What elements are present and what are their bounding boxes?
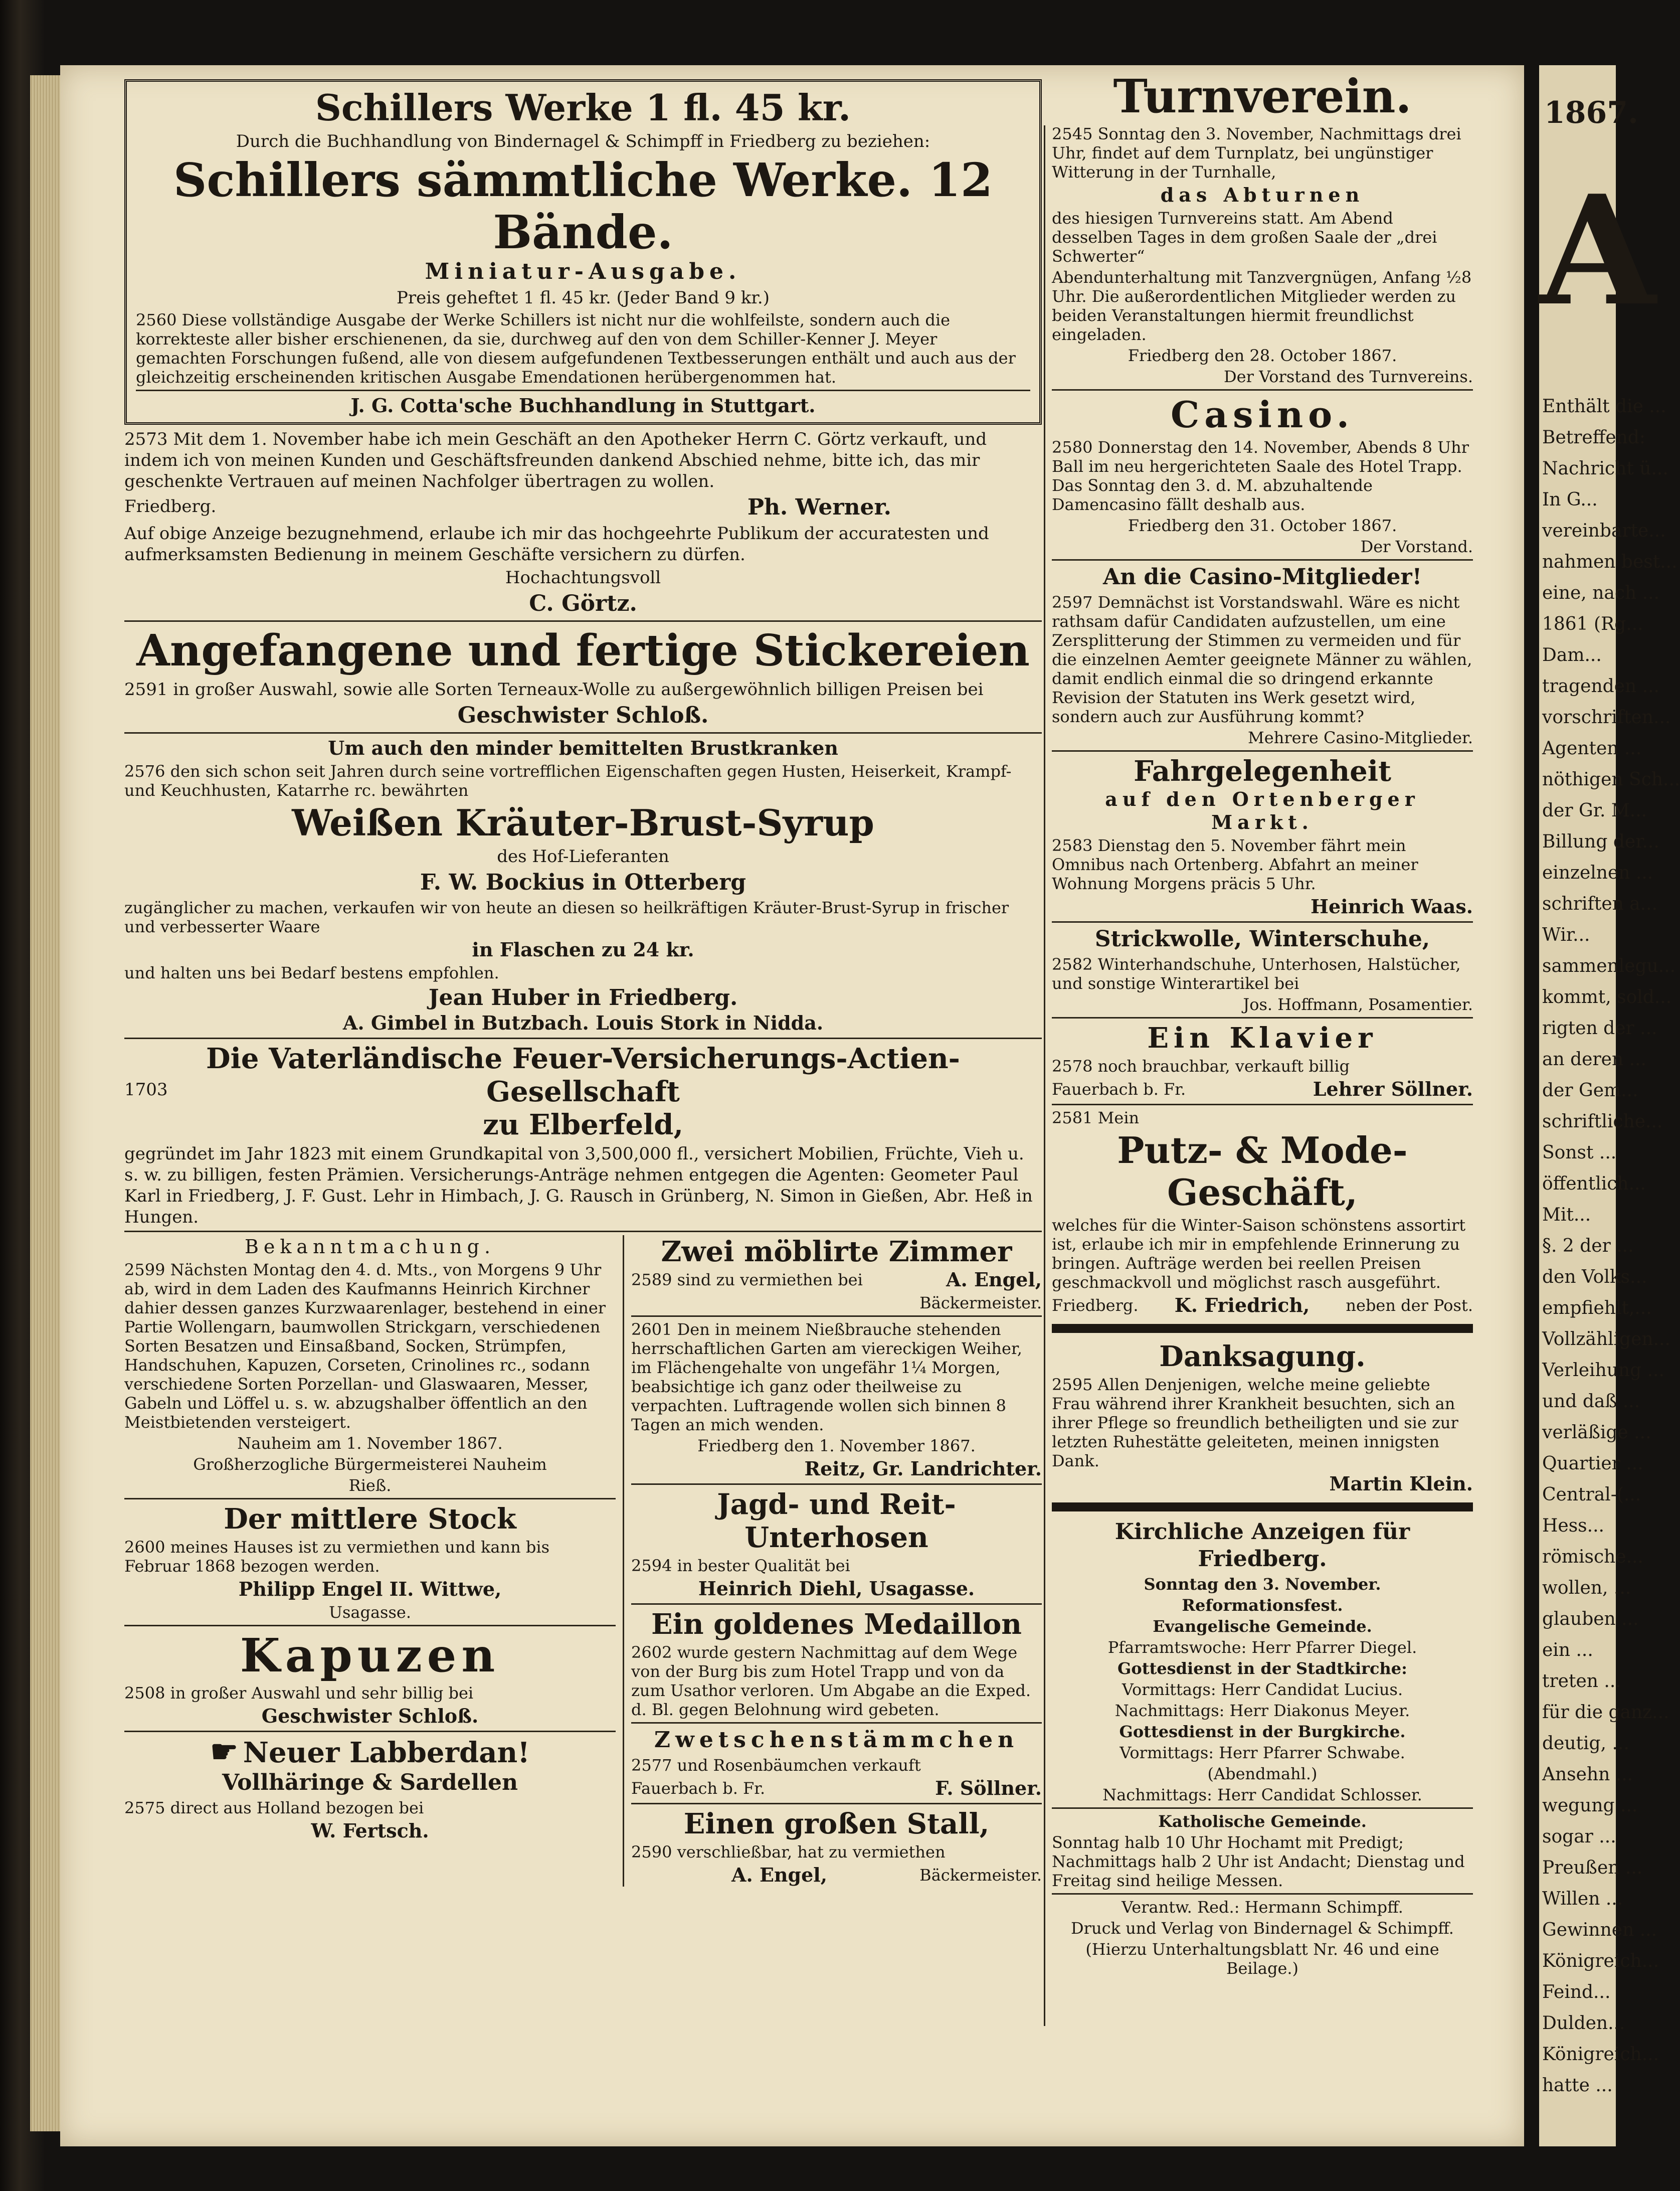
goertz-text2: Auf obige Anzeige bezugnehmend, erlaube ich mir das hochgeehrte Publikum der accuratesten und aufmerksamsten Bedienung in meinem Geschäfte versichern zu dürfen. (124, 524, 989, 565)
neighbor-text-fragment: rigten der ... (1542, 1018, 1657, 1039)
insurance-text: gegründet im Jahr 1823 mit einem Grundkapital von 3,500,000 fl., versichert Mobilien, Früchte, Vieh u. s. w. zu billigen, festen Prämien. Versicherungs-Anträge nehmen entgegen die Agenten: Geometer Paul Karl in Friedberg, J. F. Gust. Lehr in Himbach, J. G. Rausch in Grünberg, N. Simon in Gießen, Abr. Heß in Hungen. (124, 1144, 1033, 1227)
syrup-big: Weißen Kräuter-Brust-Syrup (292, 801, 874, 844)
klavier-text: 2578 noch brauchbar, verkauft billig (1052, 1057, 1350, 1076)
syrup-ad (124, 737, 1042, 1035)
divider (124, 1625, 616, 1626)
neighbor-text-fragment: der Gr. M... (1542, 800, 1647, 821)
stall-text: 2590 verschließbar, hat zu vermiethen (631, 1842, 946, 1862)
labberdan-text: 2575 direct aus Holland bezogen bei (124, 1798, 424, 1817)
klavier-sign: Lehrer Söllner. (1313, 1078, 1473, 1100)
left-column (124, 70, 1042, 1887)
divider (631, 1603, 1042, 1605)
neighbor-text-fragment: vorschriften... (1542, 707, 1671, 728)
neighbor-text-fragment: §. 2 der ... (1542, 1236, 1634, 1256)
footer-editor: Verantw. Red.: Hermann Schimpff. (1122, 1898, 1403, 1917)
kirche-ev: Evangelische Gemeinde. (1153, 1617, 1372, 1636)
putz-sign: K. Friedrich, (1174, 1294, 1310, 1316)
bekannt-date: Nauheim am 1. November 1867. (237, 1434, 503, 1453)
footer-print: Druck und Verlag von Bindernagel & Schimpff. (1071, 1919, 1454, 1938)
neighbor-text-fragment: Nachricht ü... (1542, 458, 1668, 479)
neighbor-text-fragment: treten ... (1542, 1671, 1621, 1692)
kirche-kath-text: Sonntag halb 10 Uhr Hochamt mit Predigt; Nachmittags halb 2 Uhr ist Andacht; Dienstag und Freitag sind heilige Messen. (1052, 1833, 1465, 1890)
insurance-num: 1703 (124, 1080, 168, 1100)
kirche-l2: Vormittags: Herr Candidat Lucius. (1122, 1680, 1403, 1699)
neighbor-text-fragment: glauben ... (1542, 1609, 1639, 1629)
divider (124, 620, 1042, 622)
stock-text: 2600 meines Hauses ist zu vermiethen und kann bis Februar 1868 bezogen werden. (124, 1538, 550, 1576)
divider (1052, 1893, 1473, 1895)
neighbor-text-fragment: schriftliche... (1542, 1111, 1663, 1132)
kirche-kath: Katholische Gemeinde. (1158, 1812, 1367, 1831)
schiller-price: Preis geheftet 1 fl. 45 kr. (Jeder Band 9 kr.) (397, 288, 770, 308)
neighbor-text-fragment: schriften a... (1542, 894, 1658, 914)
goertz-sign2: C. Görtz. (529, 591, 637, 616)
fahr-sign: Heinrich Waas. (1311, 895, 1473, 918)
zimmer-sign: A. Engel, (946, 1268, 1042, 1291)
divider (124, 1038, 1042, 1039)
neighbor-text-fragment: Dam... (1542, 645, 1602, 665)
turnverein-text: 2545 Sonntag den 3. November, Nachmittags drei Uhr, findet auf dem Turnplatz, bei ungünstiger Witterung in der Turnhalle, (1052, 124, 1461, 182)
turnverein-date: Friedberg den 28. October 1867. (1128, 346, 1397, 365)
zwetschen-text: 2577 und Rosenbäumchen verkauft (631, 1756, 921, 1775)
kirche-g1: Gottesdienst in der Stadtkirche: (1117, 1659, 1407, 1678)
kirche-l1: Pfarramtswoche: Herr Pfarrer Diegel. (1107, 1638, 1417, 1657)
syrup-top: Um auch den minder bemittelten Brustkranken (328, 737, 838, 759)
labberdan-title: Neuer Labberdan! (243, 1736, 530, 1769)
right-column (1052, 70, 1473, 1980)
syrup-maker: F. W. Bockius in Otterberg (420, 870, 746, 895)
dank-text: 2595 Allen Denjenigen, welche meine geliebte Frau während ihrer Krankheit besuchten, sich an ihrer Pflege so freundlich betheiligten und sie zur letzten Ruhestätte geleiteten, meinen innigsten Dank. (1052, 1375, 1458, 1470)
neighbor-text-fragment: Betreffend: (1542, 427, 1645, 448)
stall-job: Bäckermeister. (919, 1866, 1042, 1885)
strick-title: Strickwolle, Winterschuhe, (1094, 926, 1430, 952)
stock-sign: Philipp Engel II. Wittwe, (238, 1578, 502, 1600)
bekannt-name: Rieß. (348, 1476, 392, 1495)
column-rule (1044, 125, 1045, 2026)
stall-title: Einen großen Stall, (683, 1807, 990, 1840)
neighbor-text-fragment: Gewinnen ... (1542, 1920, 1657, 1940)
stickerei-sign: Geschwister Schloß. (457, 703, 709, 728)
neighbor-text-fragment: wegung ... (1542, 1795, 1638, 1816)
kirche-l5: (Abendmahl.) (1207, 1764, 1318, 1783)
kirche-title: Kirchliche Anzeigen für Friedberg. (1114, 1519, 1410, 1572)
schiller-line1: Durch die Buchhandlung von Bindernagel & Schimpff in Friedberg zu beziehen: (236, 131, 930, 151)
stall-sign: A. Engel, (731, 1864, 827, 1886)
bekannt-title: Bekanntmachung. (244, 1236, 496, 1258)
neighbor-text-fragment: Agenten ... (1542, 738, 1642, 759)
neighbor-text-fragment: vereinbarte... (1542, 521, 1666, 541)
neighbor-text-fragment: und daß ... (1542, 1391, 1640, 1412)
neighbor-text-fragment: Dulden... (1542, 2013, 1625, 2034)
neighbor-text-fragment: deutig, ... (1542, 1733, 1629, 1754)
strick-sign: Jos. Hoffmann, Posamentier. (1243, 995, 1473, 1014)
goertz-place: Friedberg. (124, 496, 217, 517)
putz-addr: neben der Post. (1346, 1296, 1473, 1315)
fahr-sub: auf den Ortenberger Markt. (1105, 788, 1420, 833)
neighbor-text-fragment: ein ... (1542, 1640, 1593, 1660)
strick-text: 2582 Winterhandschuhe, Unterhosen, Halstücher, und sonstige Winterartikel bei (1052, 955, 1461, 993)
neighbor-text-fragment: kommt, sold... (1542, 987, 1672, 1007)
zimmer-text: 2589 sind zu vermiethen bei (631, 1270, 863, 1289)
schiller-ad (124, 79, 1042, 425)
neighbor-year: 1867. (1544, 95, 1638, 130)
stock-street: Usagasse. (329, 1603, 411, 1622)
thick-divider (1052, 1324, 1473, 1333)
syrup-text2: zugänglicher zu machen, verkaufen wir von heute an diesen so heilkräftigen Kräuter-Brust-Syrup in frischer und verbesserter Waare (124, 898, 1009, 936)
medaillon-title: Ein goldenes Medaillon (651, 1608, 1022, 1641)
sub-column-right (624, 1235, 1042, 1887)
divider (124, 732, 1042, 734)
neighbor-text-fragment: einzelnen ... (1542, 863, 1653, 883)
turnverein-title: Turnverein. (1113, 69, 1412, 123)
garten-text: 2601 Den in meinem Nießbrauche stehenden herrschaftlichen Garten am viereckigen Weiher, im Flächengehalte von ungefähr 1¼ Morgen, beabsichtige ich ganz oder theilweise zu verpachten. Luftragende wollen sich binnen 8 Tagen an mich wenden. (631, 1320, 1022, 1434)
casino-sign: Der Vorstand. (1360, 537, 1473, 556)
neighbor-text-fragment: Königreich... (1542, 1951, 1659, 1971)
kirche-date: Sonntag den 3. November. (1144, 1575, 1381, 1594)
stickerei-title: Angefangene und fertige Stickereien (136, 625, 1030, 676)
neighbor-text-fragment: Central-(... (1542, 1484, 1641, 1505)
kirche-l6: Nachmittags: Herr Candidat Schlosser. (1102, 1785, 1422, 1804)
neighbor-text-fragment: der Gem... (1542, 1080, 1638, 1101)
turnverein-event: das Abturnen (1160, 184, 1365, 206)
neighbor-text-fragment: Vollzähligen... (1542, 1329, 1670, 1350)
labberdan-sub: Vollhäringe & Sardellen (222, 1770, 518, 1795)
footer-note: (Hierzu Unterhaltungsblatt Nr. 46 und eine Beilage.) (1085, 1940, 1439, 1978)
neighbor-page (1539, 65, 1680, 2146)
insurance-ad (124, 1042, 1042, 1228)
stickerei-text: 2591 in großer Auswahl, sowie alle Sorten Terneaux-Wolle zu außergewöhnlich billigen Preisen bei (124, 680, 984, 700)
neighbor-text-fragment: sogar ... (1542, 1826, 1616, 1847)
neighbor-text-fragment: nöthigen Sch... (1542, 769, 1680, 790)
goertz-ad (124, 429, 1042, 617)
divider (1052, 389, 1473, 391)
neighbor-text-fragment: Ansehn ... (1542, 1764, 1633, 1785)
divider (1052, 750, 1473, 752)
divider (631, 1722, 1042, 1724)
schiller-big: Schillers sämmtliche Werke. 12 Bände. (173, 153, 993, 259)
neighbor-text-fragment: Feind... (1542, 1982, 1611, 2002)
fahr-text: 2583 Dienstag den 5. November fährt mein Omnibus nach Ortenberg. Abfahrt an meiner Wohnung Morgens präcis 5 Uhr. (1052, 836, 1418, 893)
kirche-fest: Reformationsfest. (1182, 1596, 1343, 1615)
neighbor-text-fragment: an deren ... (1542, 1049, 1646, 1070)
syrup-text: 2576 den sich schon seit Jahren durch seine vortrefflichen Eigenschaften gegen Husten, Heiserkeit, Krampf- und Keuchhusten, Katarrhe rc. bewährten (124, 762, 1012, 800)
stickerei-ad (124, 625, 1042, 729)
divider (124, 1731, 616, 1732)
kapuzen-text: 2508 in großer Auswahl und sehr billig bei (124, 1683, 474, 1703)
divider (1052, 921, 1473, 923)
divider (1052, 1017, 1473, 1019)
neighbor-text-fragment: wollen, ... (1542, 1578, 1631, 1598)
putz-num: 2581 Mein (1052, 1108, 1140, 1127)
garten-date: Friedberg den 1. November 1867. (697, 1436, 976, 1455)
dank-title: Danksagung. (1159, 1340, 1366, 1373)
neighbor-text-fragment: sammenlegu... (1542, 956, 1676, 976)
divider (1052, 559, 1473, 561)
sub-column-left (124, 1235, 624, 1887)
neighbor-text-fragment: Verleihung ... (1542, 1360, 1664, 1381)
labberdan-sign: W. Fertsch. (311, 1819, 429, 1842)
kirche-l3: Nachmittags: Herr Diakonus Meyer. (1114, 1701, 1410, 1720)
casino-text: 2580 Donnerstag den 14. November, Abends 8 Uhr Ball im neu hergerichteten Saale des Hotel Trapp. Das Sonntag den 3. d. M. abzuhaltende Damencasino fällt deshalb aus. (1052, 438, 1469, 514)
neighbor-text-fragment: nahmen best... (1542, 552, 1677, 572)
neighbor-text-fragment: öffentlich... (1542, 1173, 1646, 1194)
neighbor-text-fragment: hatte ... (1542, 2075, 1613, 2096)
zwetschen-sign: F. Söllner. (935, 1777, 1042, 1799)
putz-text: welches für die Winter-Saison schönstens assortirt ist, erlaube ich mir in empfehlende Erinnerung zu bringen. Aufträge werden bei reellen Preisen geschmackvoll und möglichst rasch ausgeführt. (1052, 1216, 1466, 1292)
jagd-title: Jagd- und Reit-Unterhosen (717, 1488, 956, 1554)
syrup-bottles: in Flaschen zu 24 kr. (472, 938, 694, 961)
turnverein-text2: des hiesigen Turnvereins statt. Am Abend desselben Tages in dem großen Saale der „drei Schwerter“ (1052, 209, 1437, 266)
klavier-title: Ein Klavier (1147, 1022, 1378, 1055)
syrup-sign: Jean Huber in Friedberg. (428, 985, 738, 1010)
neighbor-text-fragment: Hess... (1542, 1515, 1604, 1536)
kapuzen-title: Kapuzen (240, 1628, 500, 1682)
neighbor-text-fragment: den Volks... (1542, 1267, 1647, 1287)
schiller-title: Schillers Werke 1 fl. 45 kr. (315, 86, 851, 129)
divider (631, 1483, 1042, 1485)
casino-date: Friedberg den 31. October 1867. (1128, 516, 1397, 535)
neighbor-text-fragment: Sonst ... (1542, 1142, 1617, 1163)
casino-members-text: 2597 Demnächst ist Vorstandswahl. Wäre es nicht rathsam dafür Candidaten aufzustellen, um eine Zersplitterung der Stimmen zu vermeiden und für die einzelnen Aemter geeignete Männer zu wählen, damit endlich einmal die so dringend erkannte Revision der Statuten ins Werk gesetzt wird, sondern auch zur Ausführung kommt? (1052, 593, 1472, 726)
neighbor-text-fragment: In G... (1542, 489, 1598, 510)
neighbor-text-fragment: römische... (1542, 1547, 1643, 1567)
kirche-g2: Gottesdienst in der Burgkirche. (1119, 1722, 1406, 1741)
bekannt-text: 2599 Nächsten Montag den 4. d. Mts., von Morgens 9 Uhr ab, wird in dem Laden des Kaufmanns Heinrich Kirchner dahier dessen ganzes Kurzwaarenlager, bestehend in einer Partie Wollengarn, baumwollen Strickgarn, verschiedenen Sorten Besatzen und Einsaßband, Socken, Strümpfen, Handschuhen, Kapuzen, Corseten, Crinolines rc., sodann verschiedene Sorten Porzellan- und Glaswaaren, Messer, Gabeln und Löffel u. s. w. abzugshalber öffentlich an den Meistbietenden versteigert. (124, 1260, 606, 1432)
neighbor-text-fragment: Wir... (1542, 925, 1590, 945)
zimmer-title: Zwei möblirte Zimmer (661, 1235, 1012, 1268)
stock-title: Der mittlere Stock (224, 1502, 516, 1536)
neighbor-text-fragment: Enthält die ... (1542, 396, 1666, 417)
goertz-greet: Hochachtungsvoll (505, 568, 661, 588)
syrup-text3: und halten uns bei Bedarf bestens empfohlen. (124, 963, 499, 982)
neighbor-text-fragment: tragenden ... (1542, 676, 1659, 697)
schiller-edition: Miniatur-Ausgabe. (425, 259, 741, 284)
syrup-agents: A. Gimbel in Butzbach. Louis Stork in Nidda. (342, 1012, 824, 1034)
neighbor-text-fragment: Königreich... (1542, 2044, 1659, 2065)
dank-sign: Martin Klein. (1329, 1472, 1473, 1495)
goertz-text: 2573 Mit dem 1. November habe ich mein Geschäft an den Apotheker Herrn C. Görtz verkauft, und indem ich von meinen Kunden und Geschäftsfreunden dankend Abschied nehme, bitte ich, das mir geschenkte Vertrauen auf meinen Nachfolger übertragen zu wollen. (124, 429, 987, 491)
fahr-title: Fahrgelegenheit (1134, 755, 1391, 788)
neighbor-text-fragment: eine, nach ... (1542, 583, 1659, 603)
neighbor-big-letter: A (1539, 162, 1656, 339)
casino-members-sign: Mehrere Casino-Mitglieder. (1248, 728, 1473, 747)
two-column-block (124, 1235, 1042, 1887)
divider (1052, 1807, 1473, 1809)
neighbor-text-fragment: Willen ... (1542, 1889, 1623, 1909)
zwetschen-place: Fauerbach b. Fr. (631, 1779, 766, 1798)
divider (631, 1803, 1042, 1804)
neighbor-text-fragment: empfiehlt,... (1542, 1298, 1652, 1318)
neighbor-text-fragment: Mit... (1542, 1205, 1591, 1225)
jagd-sign: Heinrich Diehl, Usagasse. (698, 1577, 975, 1600)
insurance-title: Die Vaterländische Feuer-Versicherungs-Actien-Gesellschaft (206, 1042, 960, 1108)
divider (1052, 1104, 1473, 1105)
neighbor-text-fragment: 1861 (Rg... (1542, 614, 1643, 634)
goertz-sign1: Ph. Werner. (747, 494, 891, 520)
casino-members-title: An die Casino-Mitglieder! (1102, 564, 1422, 590)
neighbor-text-fragment: verläßige ... (1542, 1422, 1651, 1443)
zimmer-job: Bäckermeister. (919, 1293, 1042, 1312)
neighbor-text-fragment: Quartier ... (1542, 1453, 1643, 1474)
schiller-text: 2560 Diese vollständige Ausgabe der Werke Schillers ist nicht nur die wohlfeilste, sondern auch die korrekteste aller bisher erschienenen, da sie, durchweg auf den von dem Schiller-Kenner J. Meyer gemachten Forschungen fußend, alle von diesem aufgefundenen Textbesserungen enthält und auch aus der gleichzeitig erscheinenden kritischen Ausgabe Emendationen herübergenommen hat. (136, 310, 1016, 387)
turnverein-sign: Der Vorstand des Turnvereins. (1224, 367, 1473, 386)
klavier-place: Fauerbach b. Fr. (1052, 1080, 1186, 1099)
zwetschen-title: Zwetschenstämmchen (654, 1727, 1019, 1753)
putz-place: Friedberg. (1052, 1296, 1139, 1315)
jagd-text: 2594 in bester Qualität bei (631, 1556, 850, 1575)
neighbor-text-fragment: für die ganz... (1542, 1702, 1669, 1723)
divider (124, 1498, 616, 1499)
kapuzen-sign: Geschwister Schloß. (261, 1705, 479, 1727)
pointing-hand-icon: ☛ (210, 1733, 238, 1770)
divider (124, 1231, 1042, 1232)
kirche-l4: Vormittags: Herr Pfarrer Schwabe. (1119, 1743, 1405, 1762)
casino-title: Casino. (1170, 393, 1354, 436)
divider (631, 1315, 1042, 1317)
garten-sign: Reitz, Gr. Landrichter. (804, 1457, 1042, 1480)
schiller-publisher: J. G. Cotta'sche Buchhandlung in Stuttgart. (350, 394, 816, 417)
insurance-sub: zu Elberfeld, (483, 1108, 683, 1141)
neighbor-text-fragment: Preußen ... (1542, 1858, 1643, 1878)
putz-title: Putz- & Mode-Geschäft, (1117, 1129, 1408, 1214)
medaillon-text: 2602 wurde gestern Nachmittag auf dem Wege von der Burg bis zum Hotel Trapp und von da zum Usathor verloren. Um Abgabe an die Exped. d. Bl. gegen Belohnung wird gebeten. (631, 1643, 1031, 1719)
neighbor-text-fragment: Billung der... (1542, 831, 1659, 852)
syrup-des: des Hof-Lieferanten (497, 847, 669, 867)
bekannt-office: Großherzogliche Bürgermeisterei Nauheim (193, 1455, 547, 1474)
turnverein-text3: Abendunterhaltung mit Tanzvergnügen, Anfang ½8 Uhr. Die außerordentlichen Mitglieder werden zu beiden Veranstaltungen hiermit freundlichst eingeladen. (1052, 268, 1472, 344)
divider (136, 390, 1030, 391)
thick-divider (1052, 1502, 1473, 1511)
